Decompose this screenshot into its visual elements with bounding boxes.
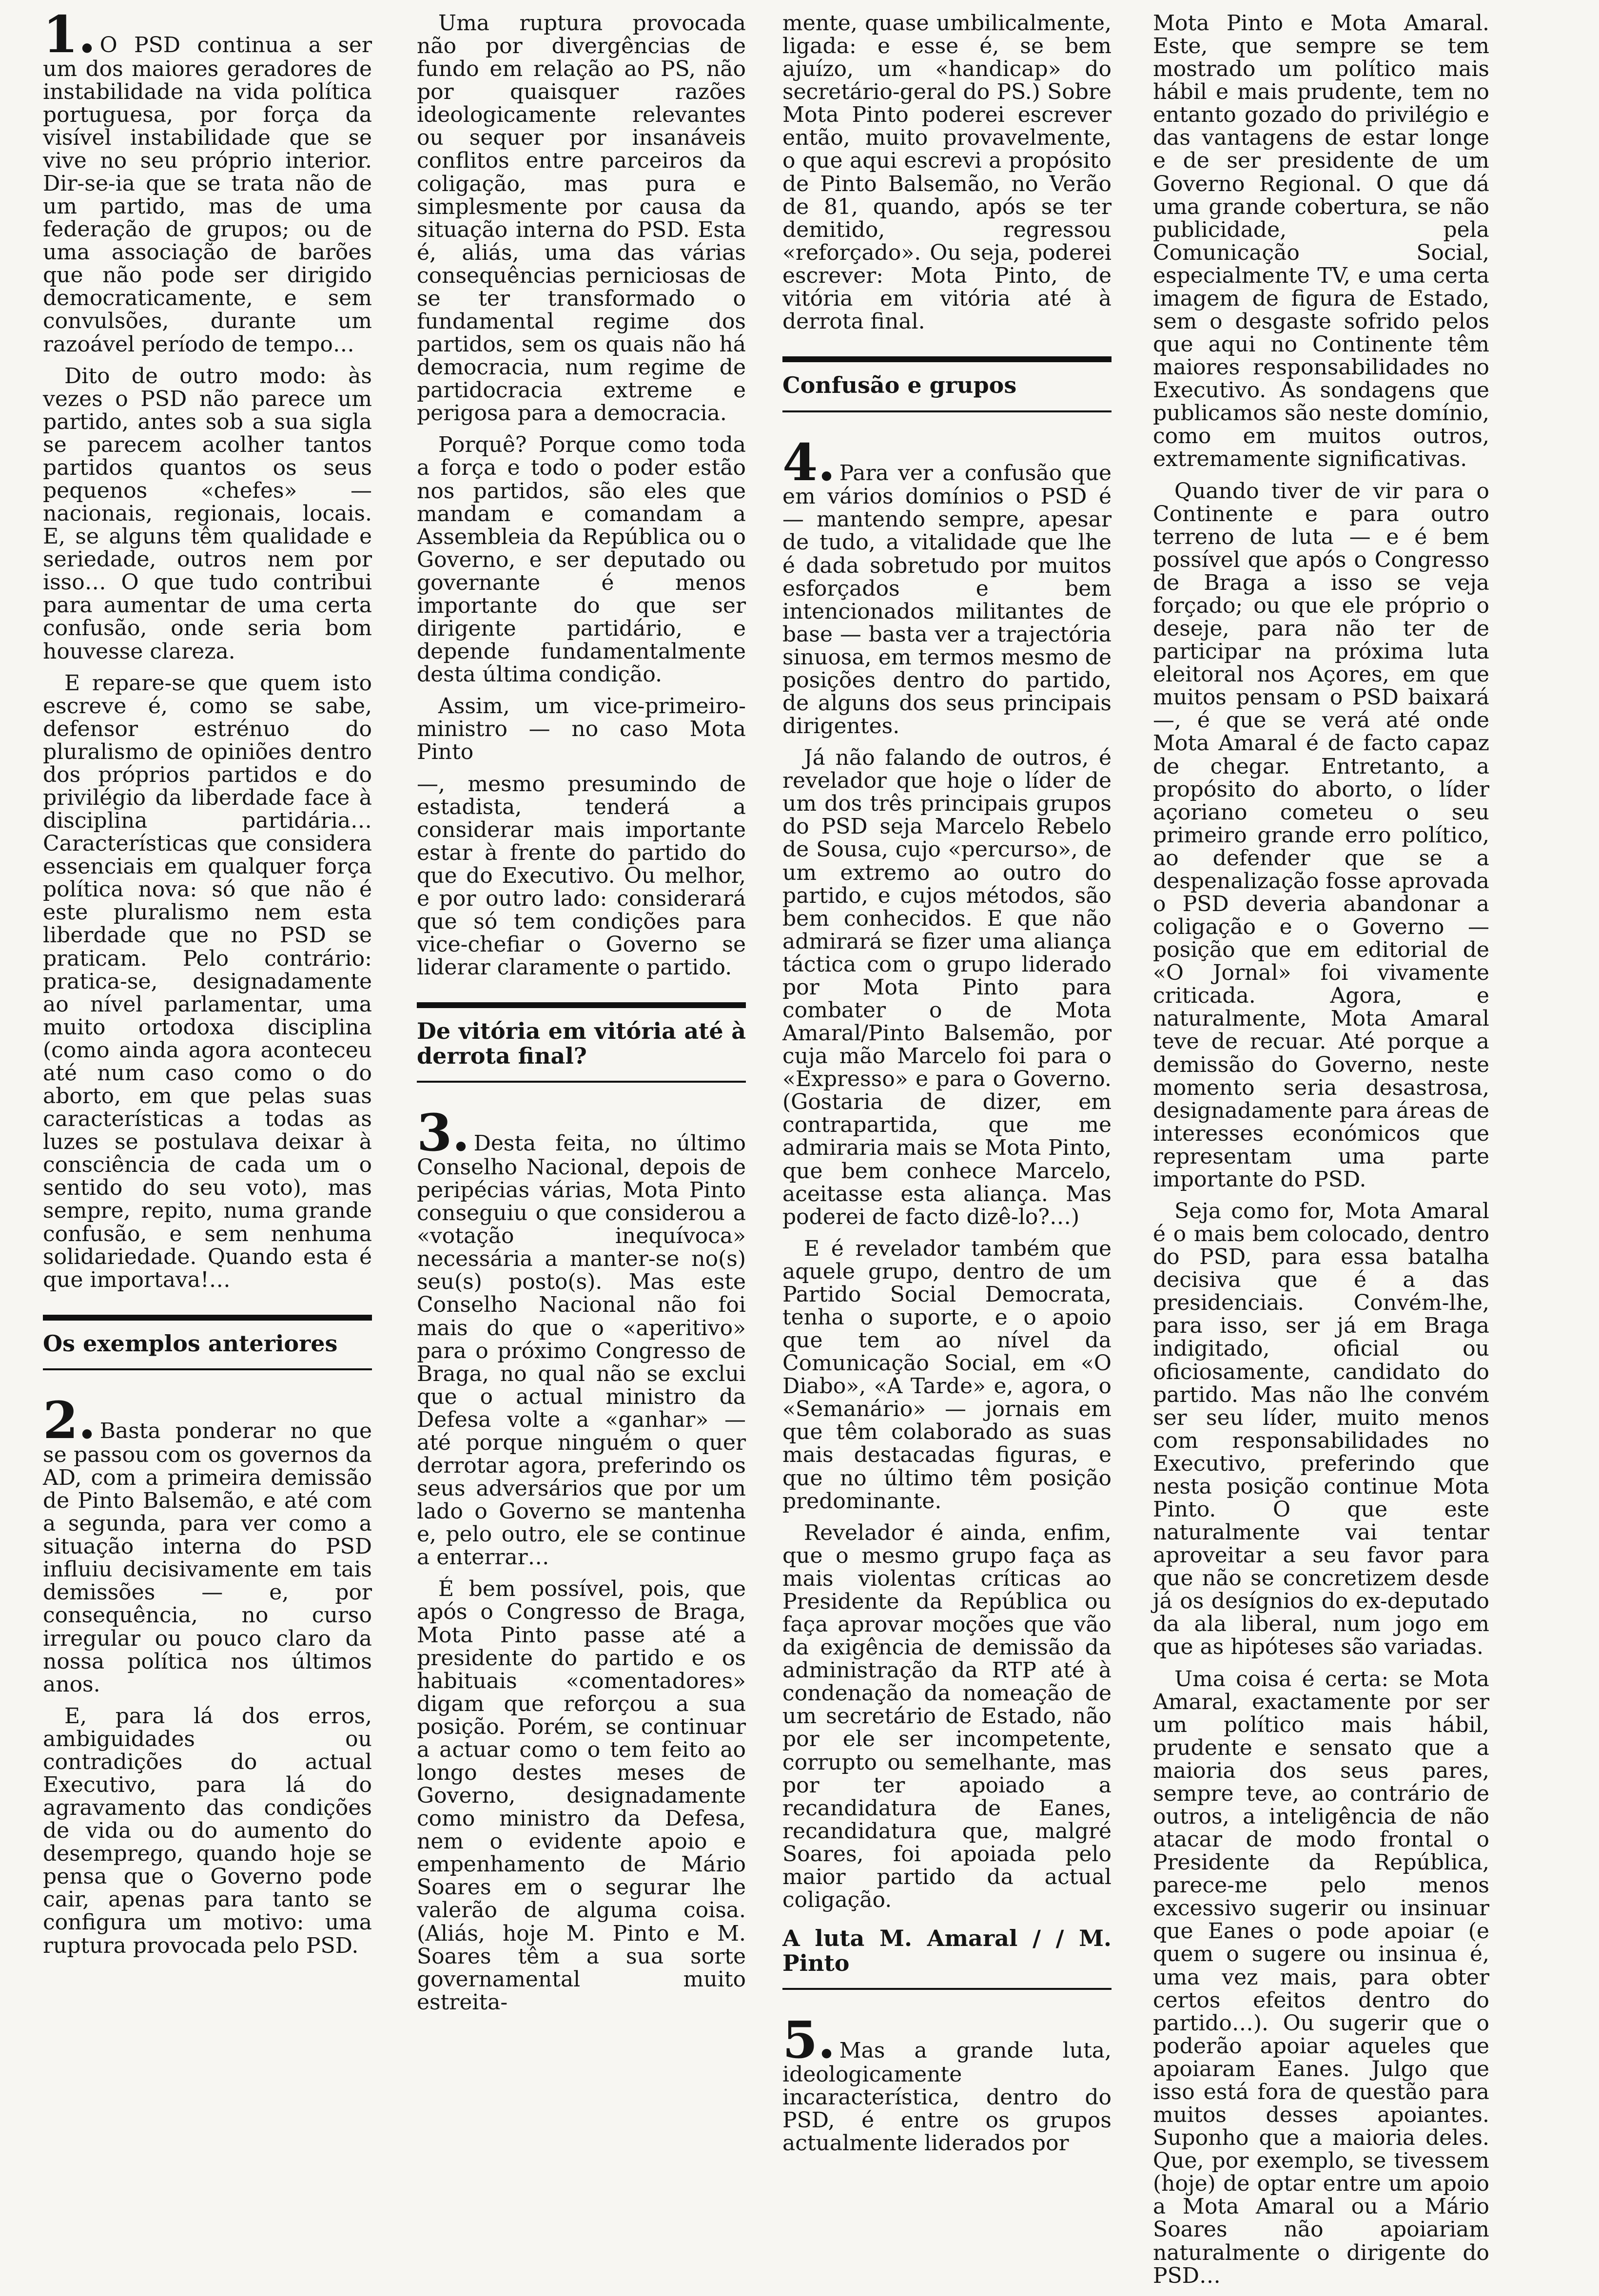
section-2-paragraph-2: E, para lá dos erros, ambiguidades ou contradições do actual Executivo, para lá do agravamento das condições de vida ou do aumento do desemprego, quando hoje se pensa que o Governo pode cair, apenas para tanto se configura um motivo: uma ruptura provocada pelo PSD. xyxy=(43,1703,372,1958)
section-divider-thin xyxy=(43,1368,372,1370)
section-5-text-1: Mas a grande luta, ideologicamente incaracterística, dentro do PSD, é entre os grupos actualmente liderados por xyxy=(782,2038,1112,2156)
section-divider-heavy xyxy=(782,356,1112,362)
section-4-paragraph-2: Já não falando de outros, é revelador que hoje o líder de um dos três principais grupos do PSD seja Marcelo Rebelo de Sousa, cujo «percurso», de um extremo ao outro do partido, e cujos métodos, são bem conhecidos. E que não admirará se fizer uma aliança táctica com o grupo liderado por Mota Pinto para combater o de Mota Amaral/Pinto Balsemão, por cuja mão Marcelo foi para o «Expresso» e para o Governo. (Gostaria de dizer, em contrapartida, que me admiraria mais se Mota Pinto, que bem conhece Marcelo, aceitasse esta aliança. Mas poderei de facto dizê-lo?…) xyxy=(782,745,1112,1229)
section-3-paragraph-1 xyxy=(417,1103,746,1570)
section-3-paragraph-2: É bem possível, pois, que após o Congresso de Braga, Mota Pinto passe até a presidente do partido e os habituais «comentadores» digam que reforçou a sua posição. Porém, se continuar a actuar como o tem feito ao longo destes meses de Governo, designadamente como ministro da Defesa, nem o evidente apoio e empenhamento de Mário Soares em o segurar lhe valerão de alguma coisa. (Aliás, hoje M. Pinto e M. Soares têm a sua sorte governamental muito estreita- xyxy=(417,1576,746,2015)
section-2-text-1: Basta ponderar no que se passou com os governos da AD, com a primeira demissão de Pinto Balsemão, e até com a segunda, para ver como a situação interna do PSD influiu decisivamente em tais demissões — e, por consequência, no curso irregular ou pouco claro da nossa política nos últimos anos. xyxy=(43,1419,372,1697)
heading-de-vitoria-em-vitoria: De vitória em vitória até à derrota final? xyxy=(417,1018,746,1069)
column-3 xyxy=(782,12,1112,2163)
section-5-paragraph-1 xyxy=(782,2010,1112,2156)
section-3-text-1: Desta feita, no último Conselho Nacional, depois de peripécias várias, Mota Pinto conseguiu o que considerou a «votação inequívoca» necessária a manter-se no(s) seu(s) posto(s). Mas este Conselho Nacional não foi mais do que o «aperitivo» para o próximo Congresso de Braga, no qual não se exclui que o actual ministro da Defesa volte a «ganhar» — até porque ninguém o quer derrotar agora, preferindo os seus adversários que por um lado o Governo se mantenha e, pelo outro, ele se continue a enterrar… xyxy=(417,1131,746,1570)
section-4-paragraph-1 xyxy=(782,432,1112,739)
section-4-text-1: Para ver a confusão que em vários domínios o PSD é — mantendo sempre, apesar de tudo, a vitalidade que lhe é dada sobretudo por muitos esforçados e bem intencionados militantes de base — basta ver a trajectória sinuosa, em termos mesmo de posições dentro do partido, de alguns dos seus principais dirigentes. xyxy=(782,460,1112,739)
section-4-number: 4. xyxy=(782,432,836,492)
section-1-paragraph-1 xyxy=(43,4,372,357)
column-1 xyxy=(43,4,372,1966)
section-1-paragraph-3: E repare-se que quem isto escreve é, como se sabe, defensor estrénuo do pluralismo de opiniões dentro dos próprios partidos e do privilégio da liberdade face à disciplina partidária… Características que considera essenciais em qualquer força política nova: só que não é este pluralismo nem esta liberdade que no PSD se praticam. Pelo contrário: pratica-se, designadamente ao nível parlamentar, uma muito ortodoxa disciplina (como ainda agora aconteceu até num caso como o do aborto, em que pelas suas características a todas as luzes se postulava deixar à consciência de cada um o sentido do seu voto), mas sempre, repito, numa grande confusão, e sem nenhuma solidariedade. Quando esta é que importava!… xyxy=(43,670,372,1292)
column-2 xyxy=(417,12,746,2023)
section-3-number: 3. xyxy=(417,1103,470,1163)
section-divider-thin xyxy=(782,1988,1112,1990)
heading-exemplos-anteriores: Os exemplos anteriores xyxy=(43,1330,338,1357)
section-1-number: 1. xyxy=(43,4,96,64)
section-divider-thin xyxy=(417,1081,746,1083)
heading-a-luta-amaral-pinto: A luta M. Amaral / / M. Pinto xyxy=(782,1925,1112,1976)
column-4 xyxy=(1153,12,1489,2296)
section-divider-thin xyxy=(782,410,1112,412)
column-4-paragraph-2: Quando tiver de vir para o Continente e para outro terreno de luta — e é bem possível que após o Congresso de Braga a isso se veja forçado; ou que ele próprio o deseje, para não ter de participar na próxima luta eleitoral nos Açores, em que muitos pensam o PSD baixará —, é que se verá até onde Mota Amaral é de facto capaz de chegar. Entretanto, a propósito do aborto, o líder açoriano cometeu o seu primeiro grande erro político, ao defender que se a despenalização fosse aprovada o PSD deveria abandonar a coligação e o Governo — posição que em editorial de «O Jornal» foi vivamente criticada. Agora, e naturalmente, Mota Amaral teve de recuar. Até porque a demissão do Governo, neste momento seria desastrosa, designadamente para áreas de interesses económicos que representam uma parte importante do PSD. xyxy=(1153,478,1489,1192)
section-divider-heavy xyxy=(417,1002,746,1008)
column-2-paragraph-4: —, mesmo presumindo de estadista, tenderá a considerar mais importante estar à frente do partido do que do Executivo. Ou melhor, e por outro lado: considerará que só tem condições para vice-chefiar o Governo se liderar claramente o partido. xyxy=(417,771,746,980)
heading-confusao-e-grupos: Confusão e grupos xyxy=(782,372,1017,399)
column-2-paragraph-3: Assim, um vice-primeiro-ministro — no caso Mota Pinto xyxy=(417,694,746,765)
section-4-paragraph-4: Revelador é ainda, enfim, que o mesmo grupo faça as mais violentas críticas ao Presidente da República ou faça aprovar moções que vão da exigência de demissão da administração da RTP até à condenação da nomeação de um secretário de Estado, não por ele ser incompetente, corrupto ou semelhante, mas por ter apoiado a recandidatura de Eanes, recandidatura que, malgré Soares, foi apoiada pelo maior partido da actual coligação. xyxy=(782,1520,1112,1912)
section-divider-heavy xyxy=(43,1315,372,1321)
section-5-number: 5. xyxy=(782,2010,836,2070)
column-4-paragraph-3: Seja como for, Mota Amaral é o mais bem colocado, dentro do PSD, para essa batalha decisiva que é a das presidenciais. Convém-lhe, para isso, ser já em Braga indigitado, oficial ou oficiosamente, candidato do partido. Mas não lhe convém ser seu líder, muito menos com responsabilidades no Executivo, preferindo que nesta posição continue Mota Pinto. O que este naturalmente vai tentar aproveitar a seu favor para que não se concretizem desde já os desígnios do ex-deputado da ala liberal, num jogo em que as hipóteses são variadas. xyxy=(1153,1198,1489,1660)
column-4-paragraph-1: Mota Pinto e Mota Amaral. Este, que sempre se tem mostrado um político mais hábil e mais prudente, tem no entanto gozado do privilégio e das vantagens de estar longe e de ser presidente de um Governo Regional. O que dá uma grande cobertura, se não publicidade, pela Comunicação Social, especialmente TV, e uma certa imagem de figura de Estado, sem o desgaste sofrido pelos que aqui no Continente têm maiores responsabilidades no Executivo. As sondagens que publicamos são neste domínio, como em muitos outros, extremamente significativas. xyxy=(1153,11,1489,472)
section-1-text-1: O PSD continua a ser um dos maiores geradores de instabilidade na vida política portuguesa, por força da visível instabilidade que se vive no seu próprio interior. Dir-se-ia que se trata não de um partido, mas de uma federação de grupos; ou de uma associação de barões que não pode ser dirigido democraticamente, e sem convulsões, durante um razoável período de tempo… xyxy=(43,33,372,357)
section-2-paragraph-1 xyxy=(43,1390,372,1697)
column-3-paragraph-1: mente, quase umbilicalmente, ligada: e esse é, se bem ajuízo, um «handicap» do secretário-geral do PS.) Sobre Mota Pinto poderei escrever então, muito provavelmente, o que aqui escrevi a propósito de Pinto Balsemão, no Verão de 81, quando, após se ter demitido, regressou «reforçado». Ou seja, poderei escrever: Mota Pinto, de vitória em vitória até à derrota final. xyxy=(782,11,1112,334)
section-4-paragraph-3: E é revelador também que aquele grupo, dentro de um Partido Social Democrata, tenha o suporte, e o apoio que tem ao nível da Comunicação Social, em «O Diabo», «A Tarde» e, agora, o «Semanário» — jornais em que têm colaborado as suas mais destacadas figuras, e que no último têm posição predominante. xyxy=(782,1236,1112,1514)
column-2-paragraph-1: Uma ruptura provocada não por divergências de fundo em relação ao PS, não por quaisquer razões ideologicamente relevantes ou sequer por insanáveis conflitos entre parceiros da coligação, mas pura e simplesmente por causa da situação interna do PSD. Esta é, aliás, uma das várias consequências perniciosas de se ter transformado o fundamental regime dos partidos, sem os quais não há democracia, num regime de partidocracia extreme e perigosa para a democracia. xyxy=(417,11,746,426)
section-2-number: 2. xyxy=(43,1390,96,1451)
column-4-paragraph-4: Uma coisa é certa: se Mota Amaral, exactamente por ser um político mais hábil, prudente e sensato que a maioria dos seus pares, sempre teve, ao contrário de outros, a inteligência de não atacar de modo frontal o Presidente da República, parece-me pelo menos excessivo sugerir ou insinuar que Eanes o pode apoiar (e quem o sugere ou insinua é, uma vez mais, para obter certos efeitos dentro do partido…). Ou sugerir que o poderão apoiar aqueles que apoiaram Eanes. Julgo que isso está fora de questão para muitos desses apoiantes. Suponho que a maioria deles. Que, por exemplo, se tivessem (hoje) de optar entre um apoio a Mota Amaral ou a Mário Soares não apoiariam naturalmente o dirigente do PSD… xyxy=(1153,1666,1489,2288)
column-2-paragraph-2: Porquê? Porque como toda a força e todo o poder estão nos partidos, são eles que mandam e comandam a Assembleia da República ou o Governo, e ser deputado ou governante é menos importante do que ser dirigente partidário, e depende fundamentalmente desta última condição. xyxy=(417,432,746,687)
section-1-paragraph-2: Dito de outro modo: às vezes o PSD não parece um partido, antes sob a sua sigla se parecem acolher tantos partidos quantos os seus pequenos «chefes» — nacionais, regionais, locais. E, se alguns têm qualidade e seriedade, outros nem por isso… O que tudo contribui para aumentar de uma certa confusão, onde seria bom houvesse clareza. xyxy=(43,363,372,664)
